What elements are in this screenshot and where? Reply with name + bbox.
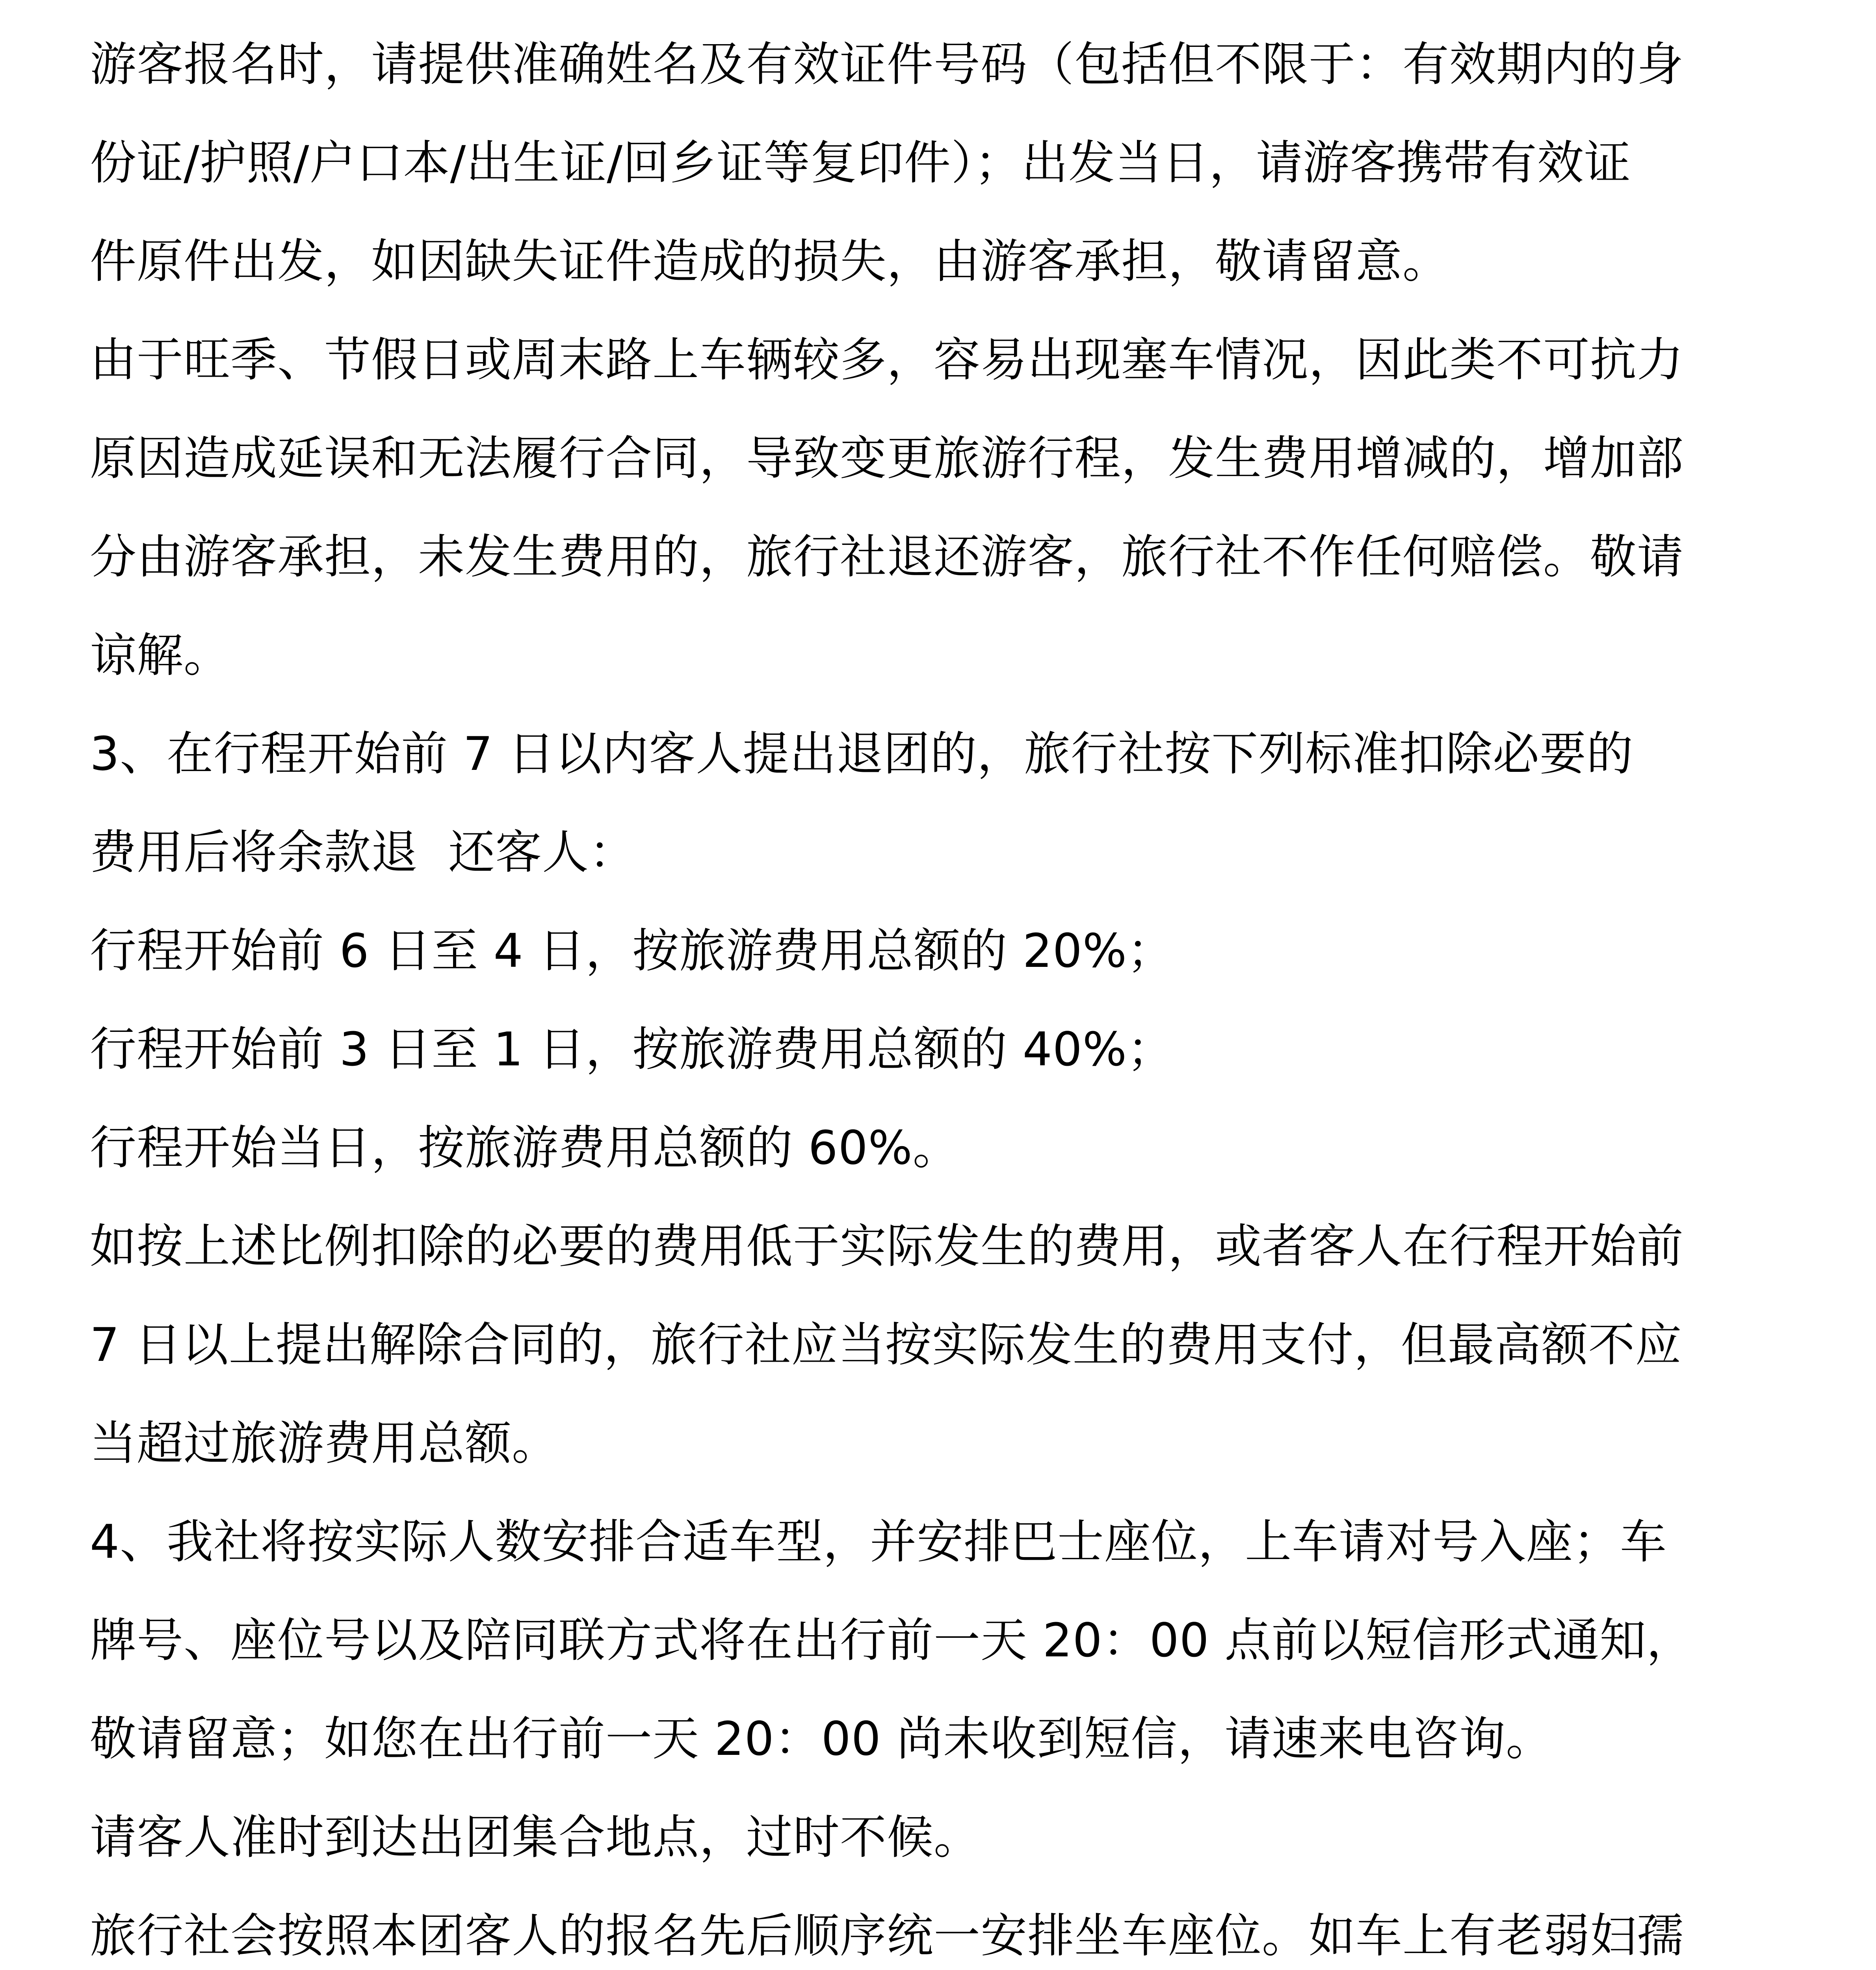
text-line: 由于旺季、节假日或周末路上车辆较多，容易出现塞车情况，因此类不可抗力 <box>90 333 1684 387</box>
text-line: 游客报名时，请提供准确姓名及有效证件号码（包括但不限于：有效期内的身 <box>90 37 1684 91</box>
text-line: 行程开始当日，按旅游费用总额的 60%。 <box>90 1121 960 1175</box>
document-body <box>90 15 1796 1970</box>
text-line: 行程开始前 6 日至 4 日，按旅游费用总额的 20%； <box>90 924 1174 978</box>
text-line: 当超过旅游费用总额。 <box>90 1416 559 1470</box>
text-line: 份证/护照/户口本/出生证/回乡证等复印件）；出发当日，请游客携带有效证 <box>90 136 1631 190</box>
text-line: 费用后将余款退 还客人： <box>90 825 636 879</box>
text-line: 谅解。 <box>90 628 231 682</box>
text-line: 牌号、座位号以及陪同联方式将在出行前一天 20：00 点前以短信形式通知， <box>90 1613 1694 1667</box>
text-line: 敬请留意；如您在出行前一天 20：00 尚未收到短信，请速来电咨询。 <box>90 1712 1553 1766</box>
text-line: 请客人准时到达出团集合地点，过时不候。 <box>90 1810 981 1864</box>
text-line: 如按上述比例扣除的必要的费用低于实际发生的费用，或者客人在行程开始前 <box>90 1219 1684 1273</box>
text-line: 行程开始前 3 日至 1 日，按旅游费用总额的 40%； <box>90 1022 1174 1076</box>
text-line: 7 日以上提出解除合同的，旅行社应当按实际发生的费用支付，但最高额不应 <box>90 1318 1682 1372</box>
text-line: 分由游客承担，未发生费用的，旅行社退还游客，旅行社不作任何赔偿。敬请 <box>90 530 1684 584</box>
text-line: 3、在行程开始前 7 日以内客人提出退团的，旅行社按下列标准扣除必要的 <box>90 727 1634 781</box>
text-line: 原因造成延误和无法履行合同，导致变更旅游行程，发生费用增减的，增加部 <box>90 431 1684 485</box>
text-line: 4、我社将按实际人数安排合适车型，并安排巴士座位，上车请对号入座；车 <box>90 1515 1667 1569</box>
text-line: 旅行社会按照本团客人的报名先后顺序统一安排坐车座位。如车上有老弱妇孺 <box>90 1909 1684 1963</box>
text-line: 件原件出发，如因缺失证件造成的损失，由游客承担，敬请留意。 <box>90 234 1450 288</box>
